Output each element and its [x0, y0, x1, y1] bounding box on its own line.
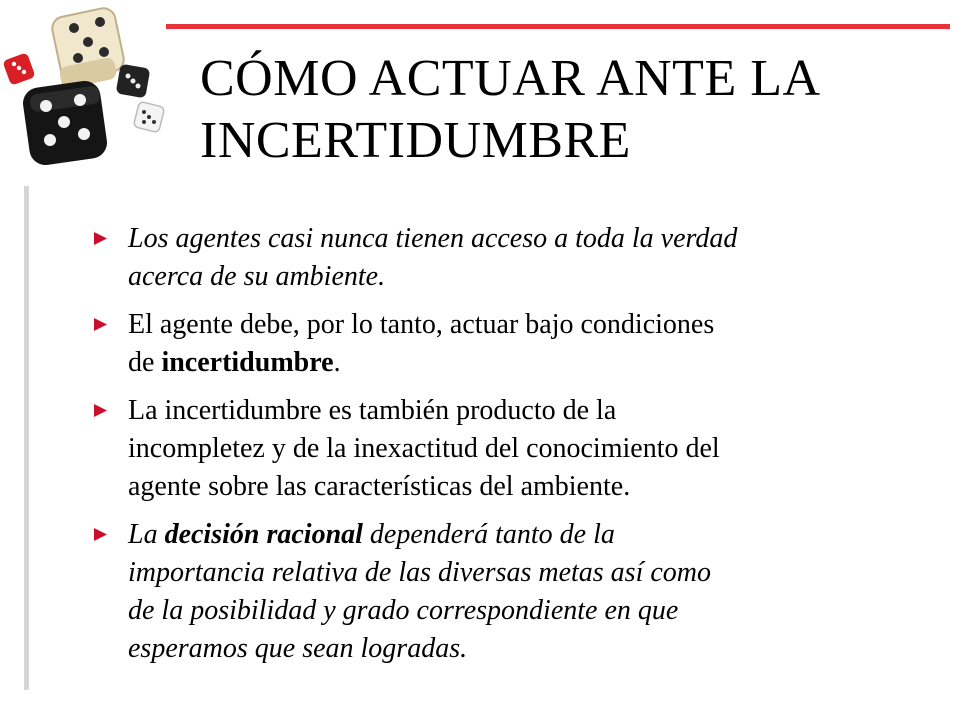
- bullet-4-line-1-post: dependerá tanto de la: [362, 519, 615, 550]
- bullet-2-line-2-post: .: [333, 347, 341, 378]
- bullet-3-line-2: incompletez y de la inexactitud del conocimiento del: [128, 433, 720, 464]
- title-line-1: CÓMO ACTUAR ANTE LA: [200, 50, 821, 107]
- bullet-item: [94, 306, 914, 382]
- bullet-1-line-2: acerca de su ambiente.: [128, 261, 386, 292]
- bullet-item: [94, 516, 914, 668]
- bullet-4-line-1: [128, 516, 914, 554]
- bullet-4-line-4: esperamos que sean logradas.: [128, 633, 468, 664]
- red-die: [2, 52, 35, 85]
- bullet-2-line-2-pre: de: [128, 347, 162, 378]
- title-line-2: INCERTIDUMBRE: [200, 112, 631, 169]
- title-accent-rule: [166, 24, 950, 29]
- cream-die: [50, 6, 126, 90]
- small-dark-die: [116, 64, 151, 99]
- left-margin-rule: [24, 186, 29, 690]
- bullet-marker-icon: [94, 528, 107, 541]
- page-title: [200, 48, 940, 172]
- dice-image: [0, 0, 180, 175]
- bullet-3-line-1: La incertidumbre es también producto de la: [128, 395, 617, 426]
- bullet-3-line-3: agente sobre las características del ambiente.: [128, 471, 631, 502]
- bullet-2-line-2: [128, 344, 914, 382]
- bullet-marker-icon: [94, 404, 107, 417]
- bullet-4-line-3: de la posibilidad y grado correspondiente en que: [128, 595, 679, 626]
- bullet-marker-icon: [94, 232, 107, 245]
- bullet-2-line-1: El agente debe, por lo tanto, actuar bajo condiciones: [128, 309, 715, 340]
- bullet-4-line-2: importancia relativa de las diversas metas así como: [128, 557, 712, 588]
- bullet-marker-icon: [94, 318, 107, 331]
- term-incertidumbre: incertidumbre: [161, 347, 334, 378]
- small-white-die: [133, 101, 165, 133]
- bullet-4-line-1-pre: La: [128, 519, 165, 550]
- bullet-1-line-1: Los agentes casi nunca tienen acceso a toda la verdad: [128, 223, 738, 254]
- bullet-item: [94, 392, 914, 506]
- black-die: [21, 79, 109, 167]
- bullet-list: [94, 220, 914, 678]
- term-decision-racional: decisión racional: [164, 519, 363, 550]
- bullet-item: [94, 220, 914, 296]
